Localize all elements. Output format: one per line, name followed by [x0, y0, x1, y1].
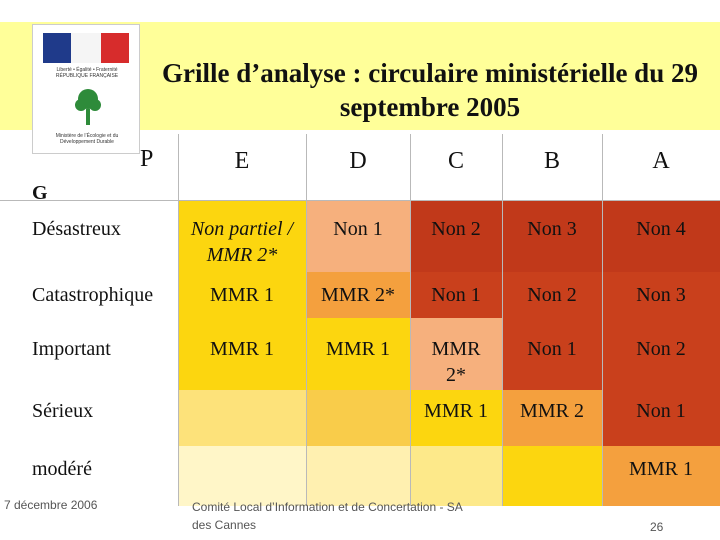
axis-p-label: P — [140, 146, 154, 172]
table-cell: Non 4 — [636, 218, 686, 240]
ministry-logo — [32, 24, 140, 154]
table-cell: Non 1 — [636, 400, 686, 422]
table-cell: Non 1 — [527, 338, 577, 360]
logo-motto: Liberté • Égalité • Fraternité RÉPUBLIQUE FRANÇAISE — [55, 67, 119, 79]
tree-icon — [73, 87, 103, 127]
french-flag-icon — [43, 33, 129, 63]
row-label-important: Important — [32, 338, 111, 360]
column-header-d: D — [349, 148, 367, 174]
table-cell: Non partiel / MMR 2* — [190, 218, 294, 266]
column-header-c: C — [447, 148, 464, 174]
table-cell: MMR 2* — [321, 284, 395, 306]
table-cell: MMR 1 — [629, 458, 693, 480]
grid-line — [306, 134, 307, 506]
row-label-catastrophique: Catastrophique — [32, 284, 154, 306]
cell-bg — [502, 446, 602, 506]
table-cell: Non 2 — [527, 284, 577, 306]
cell-bg — [410, 446, 502, 506]
row-label-modere: modéré — [32, 458, 92, 480]
column-header-e: E — [234, 148, 250, 174]
table-cell: MMR 2* — [431, 338, 481, 386]
axis-g-label: G — [32, 182, 48, 204]
table-cell: Non 2 — [431, 218, 481, 240]
page-title: Grille d’analyse : circulaire ministérielle du 29 septembre 2005 — [162, 58, 698, 122]
table-cell: Non 1 — [431, 284, 481, 306]
table-cell: Non 3 — [636, 284, 686, 306]
cell-bg — [306, 446, 410, 506]
cell-bg — [178, 446, 306, 506]
table-cell: MMR 1 — [210, 284, 274, 306]
page-number: 26 — [650, 520, 664, 534]
table-cell: Non 3 — [527, 218, 577, 240]
grid-line — [502, 134, 503, 506]
table-cell: MMR 1 — [326, 338, 390, 360]
grid-line — [602, 134, 603, 506]
grid-line — [0, 200, 720, 201]
footer-date: 7 décembre 2006 — [4, 498, 98, 512]
cell-bg — [306, 390, 410, 446]
ministry-name: Ministère de l’Écologie et du Développement Durable — [55, 133, 119, 145]
column-header-b: B — [543, 148, 560, 174]
table-cell: Non 1 — [333, 218, 383, 240]
row-label-serieux: Sérieux — [32, 400, 94, 422]
cell-bg — [178, 390, 306, 446]
column-header-a: A — [652, 148, 670, 174]
table-cell: MMR 2 — [520, 400, 584, 422]
table-cell: Non 2 — [636, 338, 686, 360]
row-label-desastreux: Désastreux — [32, 218, 121, 240]
grid-line — [410, 134, 411, 506]
table-cell: MMR 1 — [424, 400, 488, 422]
footer-committee: Comité Local d’Information et de Concertation - SA des Cannes — [192, 500, 463, 532]
table-cell: MMR 1 — [210, 338, 274, 360]
grid-line — [178, 134, 179, 506]
